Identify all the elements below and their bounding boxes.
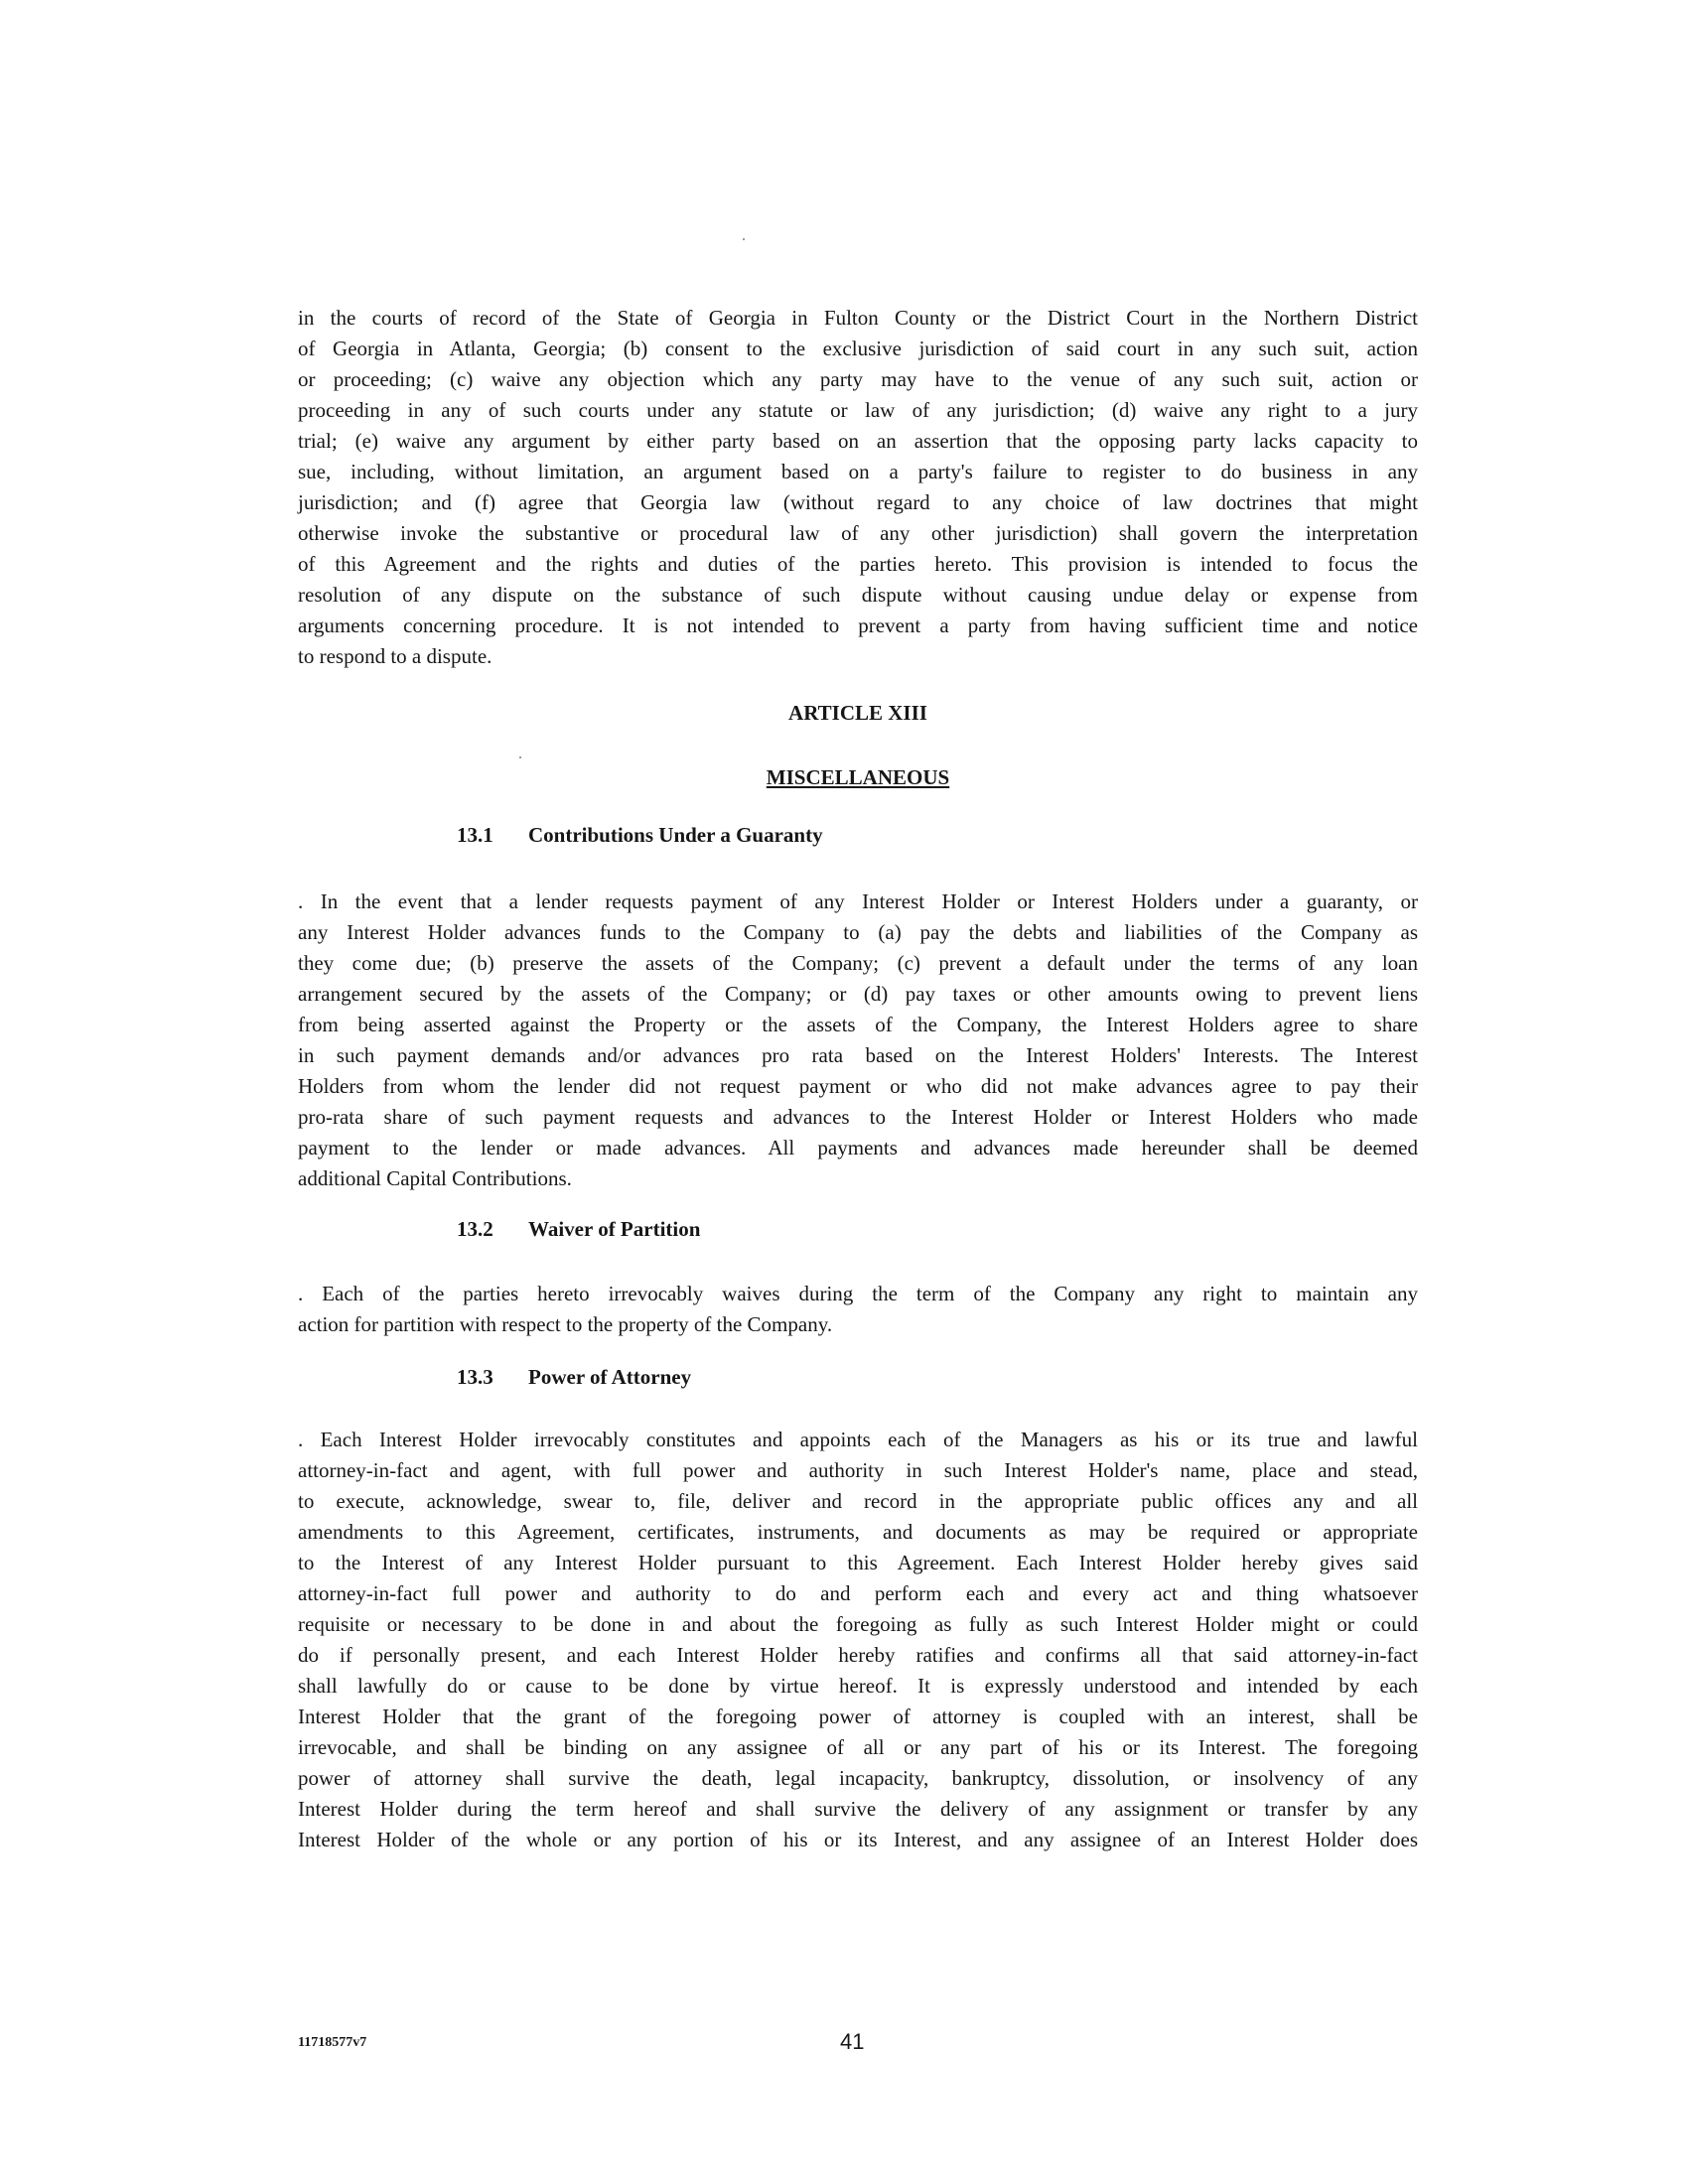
text-line: pro-rata share of such payment requests and advances to the Interest Holder or Interest Holders who made [298, 1105, 1418, 1129]
text-line: resolution of any dispute on the substance of such dispute without causing undue delay or expense from [298, 583, 1418, 607]
text-line: jurisdiction; and (f) agree that Georgia law (without regard to any choice of law doctrines that might [298, 490, 1418, 514]
text-line: attorney-in-fact and agent, with full power and authority in such Interest Holder's name, place and stead, [298, 1458, 1418, 1482]
text-line: to execute, acknowledge, swear to, file, deliver and record in the appropriate public offices any and all [298, 1489, 1418, 1513]
text-line: of this Agreement and the rights and duties of the parties hereto. This provision is intended to focus the [298, 552, 1418, 576]
text-line: sue, including, without limitation, an argument based on a party's failure to register to do business in any [298, 460, 1418, 483]
text-line: otherwise invoke the substantive or procedural law of any other jurisdiction) shall govern the interpretation [298, 521, 1418, 545]
paragraph-13-3 [298, 1425, 1418, 1855]
text-line: in such payment demands and/or advances pro rata based on the Interest Holders' Interests. The Interest [298, 1043, 1418, 1067]
article-title: ARTICLE XIII [788, 701, 927, 725]
text-line: payment to the lender or made advances. All payments and advances made hereunder shall be deemed [298, 1136, 1418, 1160]
section-title-13-3: Power of Attorney [528, 1365, 692, 1389]
text-line: Interest Holder that the grant of the foregoing power of attorney is coupled with an interest, shall be [298, 1705, 1418, 1728]
text-line: arguments concerning procedure. It is not intended to prevent a party from having sufficient time and notice [298, 614, 1418, 637]
text-line: . In the event that a lender requests payment of any Interest Holder or Interest Holders under a guaranty, or [298, 889, 1418, 913]
section-number-13-2: 13.2 [457, 1217, 493, 1241]
text-line: to the Interest of any Interest Holder pursuant to this Agreement. Each Interest Holder hereby gives said [298, 1551, 1418, 1574]
text-line: they come due; (b) preserve the assets of the Company; (c) prevent a default under the terms of any loan [298, 951, 1418, 975]
section-title-13-1: Contributions Under a Guaranty [528, 823, 823, 847]
section-number-13-3: 13.3 [457, 1365, 493, 1389]
text-line: in the courts of record of the State of Georgia in Fulton County or the District Court in the Northern District [298, 306, 1418, 330]
text-line: shall lawfully do or cause to be done by virtue hereof. It is expressly understood and intended by each [298, 1674, 1418, 1698]
text-line: power of attorney shall survive the death, legal incapacity, bankruptcy, dissolution, or insolvency of any [298, 1766, 1418, 1790]
text-line: additional Capital Contributions. [298, 1166, 572, 1190]
text-line: proceeding in any of such courts under any statute or law of any jurisdiction; (d) waive any right to a jury [298, 398, 1418, 422]
text-line: arrangement secured by the assets of the Company; or (d) pay taxes or other amounts owing to prevent liens [298, 982, 1418, 1006]
scan-speck [743, 238, 745, 240]
text-line: . Each Interest Holder irrevocably constitutes and appoints each of the Managers as his or its true and lawful [298, 1428, 1418, 1451]
text-line: trial; (e) waive any argument by either party based on an assertion that the opposing party lacks capacity to [298, 429, 1418, 453]
text-line: of Georgia in Atlanta, Georgia; (b) consent to the exclusive jurisdiction of said court in any such suit, action [298, 337, 1418, 360]
text-line: Interest Holder of the whole or any portion of his or its Interest, and any assignee of an Interest Holder does [298, 1828, 1418, 1851]
page-number: 41 [840, 2029, 865, 2054]
text-line: or proceeding; (c) waive any objection which any party may have to the venue of any such suit, action or [298, 367, 1418, 391]
text-line: to respond to a dispute. [298, 644, 492, 668]
text-line: from being asserted against the Property or the assets of the Company, the Interest Holders agree to share [298, 1013, 1418, 1036]
text-line: irrevocable, and shall be binding on any assignee of all or any part of his or its Interest. The foregoing [298, 1735, 1418, 1759]
paragraph-13-2 [298, 1279, 1418, 1340]
paragraph-jurisdiction [298, 303, 1418, 672]
scan-speck [519, 756, 521, 758]
section-title-13-2: Waiver of Partition [528, 1217, 701, 1241]
text-line: amendments to this Agreement, certificates, instruments, and documents as may be required or appropriate [298, 1520, 1418, 1544]
text-line: requisite or necessary to be done in and about the foregoing as fully as such Interest Holder might or could [298, 1612, 1418, 1636]
text-line: Holders from whom the lender did not request payment or who did not make advances agree to pay their [298, 1074, 1418, 1098]
text-line: any Interest Holder advances funds to the Company to (a) pay the debts and liabilities of the Company as [298, 920, 1418, 944]
text-line: action for partition with respect to the property of the Company. [298, 1312, 833, 1336]
document-id: 11718577v7 [298, 2035, 367, 2050]
text-line: . Each of the parties hereto irrevocably waives during the term of the Company any right to maintain any [298, 1282, 1418, 1305]
paragraph-13-1 [298, 887, 1418, 1194]
text-line: attorney-in-fact full power and authority to do and perform each and every act and thing whatsoever [298, 1581, 1418, 1605]
text-line: do if personally present, and each Interest Holder hereby ratifies and confirms all that said attorney-in-fact [298, 1643, 1418, 1667]
text-line: Interest Holder during the term hereof and shall survive the delivery of any assignment or transfer by any [298, 1797, 1418, 1821]
article-subtitle: MISCELLANEOUS [766, 765, 950, 789]
section-number-13-1: 13.1 [457, 823, 493, 847]
